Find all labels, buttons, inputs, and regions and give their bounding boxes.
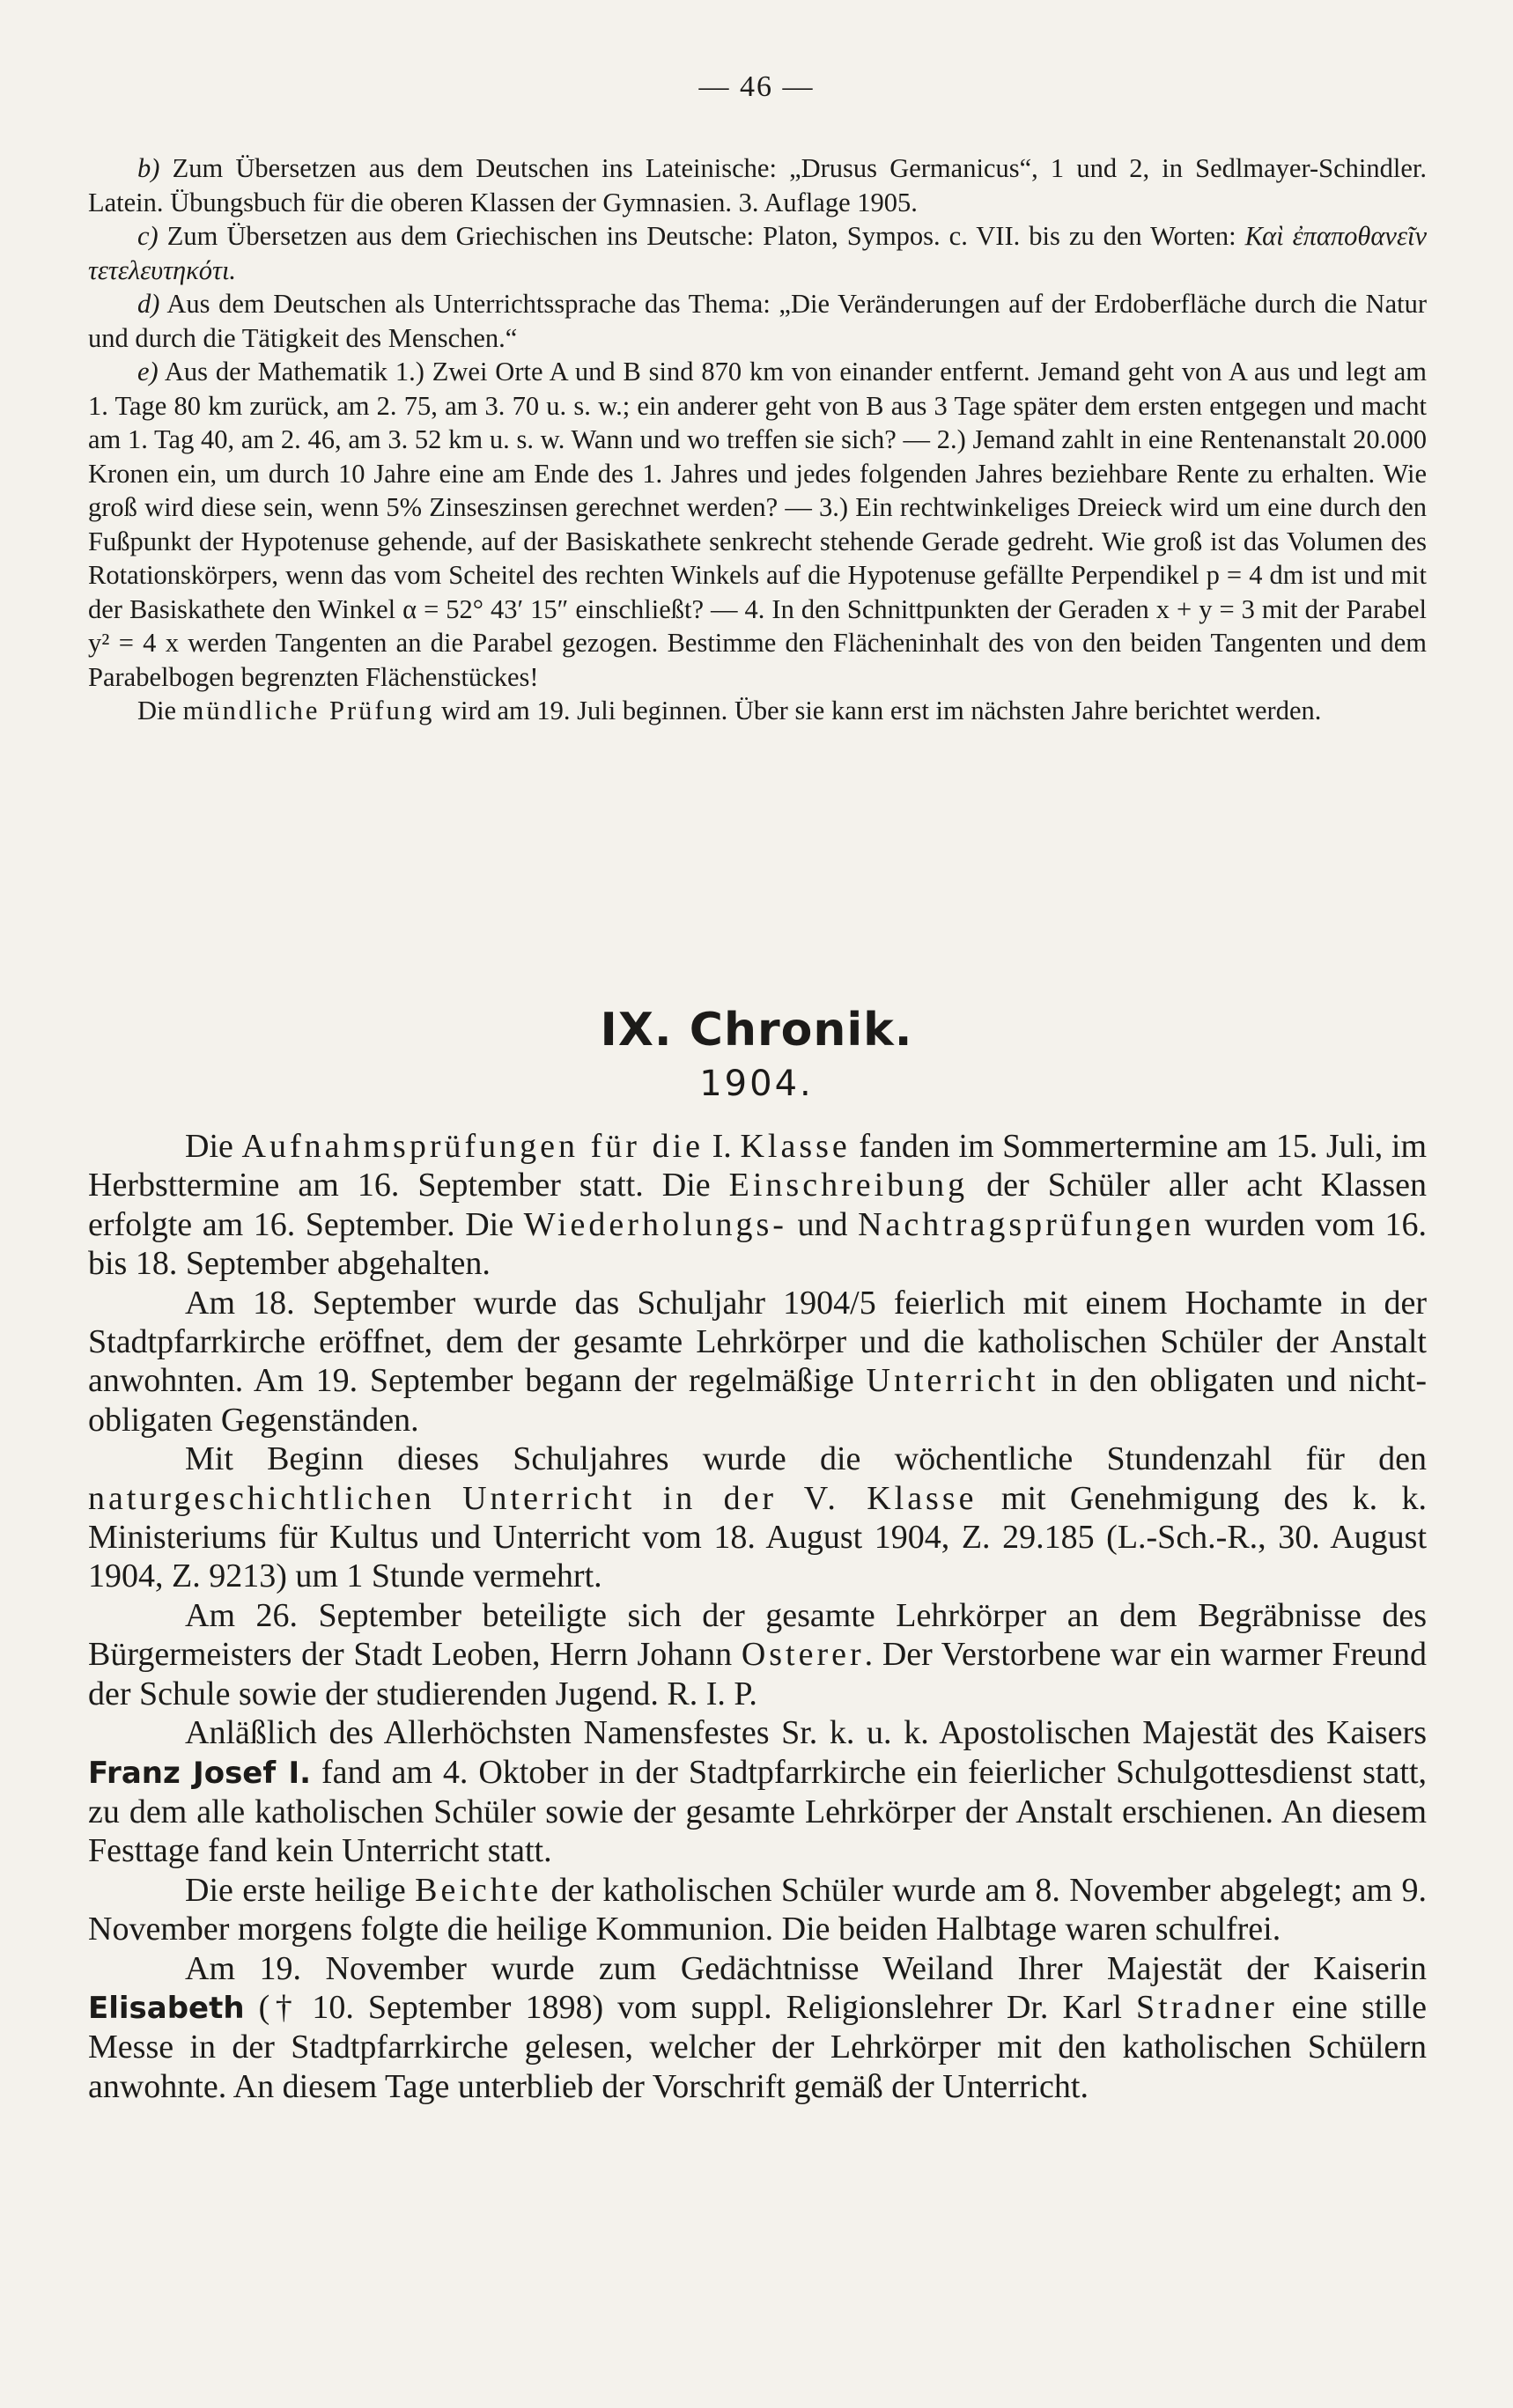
exam-item-d: d) Aus dem Deutschen als Unterrichtssprache das Thema: „Die Veränderungen auf der Erdoberfläche durch die Natur und durch die Tätigkeit des Menschen.“ xyxy=(88,289,1427,353)
exam-item-b: b) Zum Übersetzen aus dem Deutschen ins Lateinische: „Drusus Germanicus“, 1 und 2, in Sedlmayer-Schindler. Latein. Übungsbuch für die oberen Klassen der Gymnasien. 3. Auflage 1905. xyxy=(88,153,1427,217)
item-label: c) xyxy=(137,221,159,251)
exam-tasks-section xyxy=(88,151,1427,728)
oral-exam-note: Die mündliche Prüfung wird am 19. Juli beginnen. Über sie kann erst im nächsten Jahre berichtet werden. xyxy=(137,696,1322,725)
chronik-body xyxy=(88,1127,1427,2106)
paragraph-emperor-nameday: Anläßlich des Allerhöchsten Namensfestes Sr. k. u. k. Apostolischen Majestät des Kaisers Franz Josef I. fand am 4. Oktober in der Stadtpfarrkirche ein feierlicher Schulgottesdienst statt, zu dem alle katholischen Schüler sowie der gesamte Lehrkörper der Anstalt erschienen. An diesem Festtage fand kein Unterricht statt. xyxy=(88,1714,1428,1870)
paragraph-first-confession: Die erste heilige Beichte der katholischen Schüler wurde am 8. November abgelegt; am 9. November morgens folgte die heilige Kommunion. Die beiden Halbtage waren schulfrei. xyxy=(88,1871,1427,1948)
greek-quote: Καὶ ἐπαποθανεῖν τετελευτηκότι. xyxy=(88,221,1427,285)
item-label: e) xyxy=(137,357,159,387)
paragraph-school-year-start: Am 18. September wurde das Schuljahr 1904/5 feierlich mit einem Hochamte in der Stadtpfarrkirche eröffnet, dem der gesamte Lehrkörper und die katholischen Schüler der Anstalt anwohnten. Am 19. September begann der regelmäßige Unterricht in den obligaten und nicht-obligaten Gegenständen. xyxy=(88,1284,1427,1439)
paragraph-empress-memorial: Am 19. November wurde zum Gedächtnisse Weiland Ihrer Majestät der Kaiserin Elisabeth († 10. September 1898) vom suppl. Religionslehrer Dr. Karl Stradner eine stille Messe in der Stadtpfarrkirche gelesen, welcher der Lehrkörper mit den katholischen Schülern anwohnte. An diesem Tage unterblieb der Vorschrift gemäß der Unterricht. xyxy=(88,1949,1427,2105)
exam-item-e: e) Aus der Mathematik 1.) Zwei Orte A und B sind 870 km von einander entfernt. Jemand geht von A aus und legt am 1. Tage 80 km zurück, am 2. 75, am 3. 70 u. s. w.; ein anderer geht von B aus 3 Tage später dem ersten entgegen und macht am 1. Tag 40, am 2. 46, am 3. 52 km u. s. w. Wann und wo treffen sie sich? — 2.) Jemand zahlt in eine Rentenanstalt 20.000 Kronen ein, um durch 10 Jahre eine am Ende des 1. Jahres und jedes folgenden Jahres beziehbare Rente zu erhalten. Wie groß wird diese sein, wenn 5% Zinseszinsen gerechnet werden? — 3.) Ein rechtwinkeliges Dreieck wird um eine durch den Fußpunkt der Hypotenuse gehende, auf der Basiskathete senkrecht stehende Gerade gedreht. Wie groß ist das Volumen des Rotationskörpers, wenn das vom Scheitel des rechten Winkels auf die Hypotenuse gefällte Perpendikel p = 4 dm ist und mit der Basiskathete den Winkel α = 52° 43′ 15″ einschließt? — 4. In den Schnittpunkten der Geraden x + y = 3 mit der Parabel y² = 4 x werden Tangenten an die Parabel gezogen. Bestimme den Flächeninhalt des von den beiden Tangenten und dem Parabelbogen begrenzten Flächenstückes! xyxy=(88,357,1427,692)
chronik-year: 1904. xyxy=(699,1064,814,1104)
page-number: — 46 — xyxy=(698,70,815,103)
chronik-heading: IX. Chronik. xyxy=(600,1004,913,1057)
item-label: b) xyxy=(137,153,160,183)
paragraph-mayor-funeral: Am 26. September beteiligte sich der gesamte Lehrkörper an dem Begräbnisse des Bürgermeisters der Stadt Leoben, Herrn Johann Osterer. Der Verstorbene war ein warmer Freund der Schule sowie der studierenden Jugend. R. I. P. xyxy=(88,1596,1428,1712)
item-label: d) xyxy=(137,289,160,319)
exam-item-c: c) Zum Übersetzen aus dem Griechischen ins Deutsche: Platon, Sympos. c. VII. bis zu den Worten: Καὶ ἐπαποθανεῖν τετελευτηκότι. xyxy=(88,221,1427,285)
paragraph-entrance-exams: Die Aufnahmsprüfungen für die I. Klasse fanden im Sommertermine am 15. Juli, im Herbsttermine am 16. September statt. Die Einschreibung der Schüler aller acht Klassen erfolgte am 16. September. Die Wiederholungs- und Nachtragsprüfungen wurden vom 16. bis 18. September abgehalten. xyxy=(88,1128,1428,1283)
paragraph-natural-history-hours: Mit Beginn dieses Schuljahres wurde die wöchentliche Stundenzahl für den naturgeschichtlichen Unterricht in der V. Klasse mit Genehmigung des k. k. Ministeriums für Kultus und Unterricht vom 18. August 1904, Z. 29.185 (L.-Sch.-R., 30. August 1904, Z. 9213) um 1 Stunde vermehrt. xyxy=(88,1440,1427,1595)
